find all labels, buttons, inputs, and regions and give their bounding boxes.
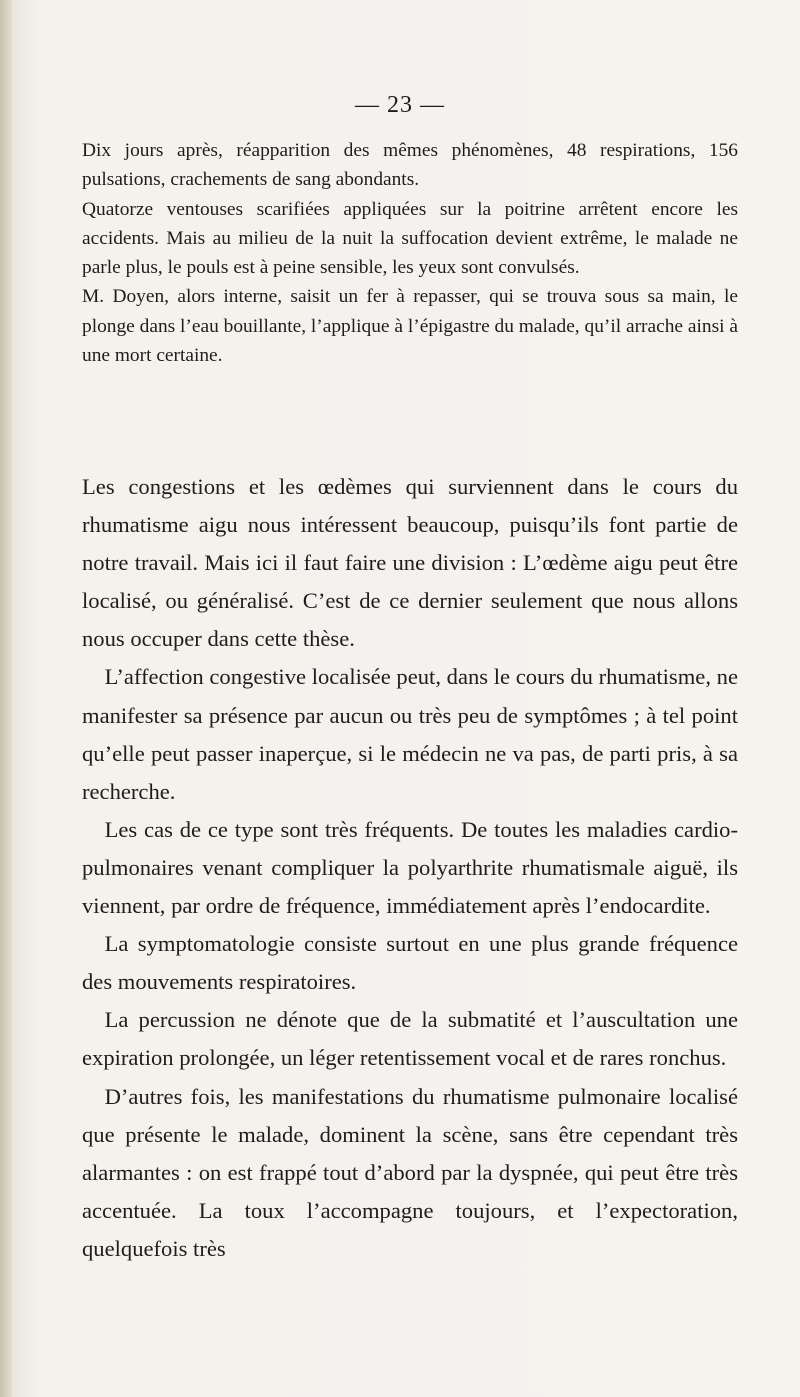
page-number: — 23 — <box>355 92 445 118</box>
paragraph-5: L’affection congestive localisée peut, dans le cours du rhumatisme, ne manifester sa présence par aucun ou très peu de symptômes ; à tel point qu’elle peut passer inaperçue, si le médecin ne va pas, de parti pris, à sa recherche. <box>82 664 738 804</box>
paragraph-2: Quatorze ventouses scarifiées appliquées sur la poitrine arrêtent encore les accidents. Mais au milieu de la nuit la suffocation devient extrême, le malade ne parle plus, le pouls est à peine sensible, les yeux sont convulsés. <box>82 198 738 279</box>
paragraph-6: Les cas de ce type sont très fréquents. De toutes les maladies cardio-pulmonaires venant compliquer la polyarthrite rhumatismale aiguë, ils viennent, par ordre de fréquence, immédiatement après l’endocardite. <box>82 816 738 919</box>
paragraph-8: La percussion ne dénote que de la submatité et l’auscultation une expiration prolongée, un léger retentissement vocal et de rares ronchus. <box>82 1007 738 1071</box>
case-report-text <box>82 136 738 370</box>
paragraph-1: Dix jours après, réapparition des mêmes phénomènes, 48 respirations, 156 pulsations, crachements de sang abondants. <box>82 140 738 191</box>
paragraph-4: Les congestions et les œdèmes qui surviennent dans le cours du rhumatisme aigu nous intéressent beaucoup, puisqu’ils font partie de notre travail. Mais ici il faut faire une division : L’œdème aigu peut être localisé, ou généralisé. C’est de ce dernier seulement que nous allons nous occuper dans cette thèse. <box>82 474 738 652</box>
main-text <box>82 468 738 1268</box>
paragraph-9: D’autres fois, les manifestations du rhumatisme pulmonaire localisé que présente le malade, dominent la scène, sans être cependant très alarmantes : on est frappé tout d’abord par la dyspnée, qui peut être très accentuée. La toux l’accompagne toujours, et l’expectoration, quelquefois très <box>82 1083 738 1261</box>
page-binding-edge <box>0 0 12 1397</box>
paragraph-7: La symptomatologie consiste surtout en une plus grande fréquence des mouvements respiratoires. <box>82 931 738 995</box>
paragraph-3: M. Doyen, alors interne, saisit un fer à repasser, qui se trouva sous sa main, le plonge dans l’eau bouillante, l’applique à l’épigastre du malade, qu’il arrache ainsi à une mort certaine. <box>82 286 738 367</box>
